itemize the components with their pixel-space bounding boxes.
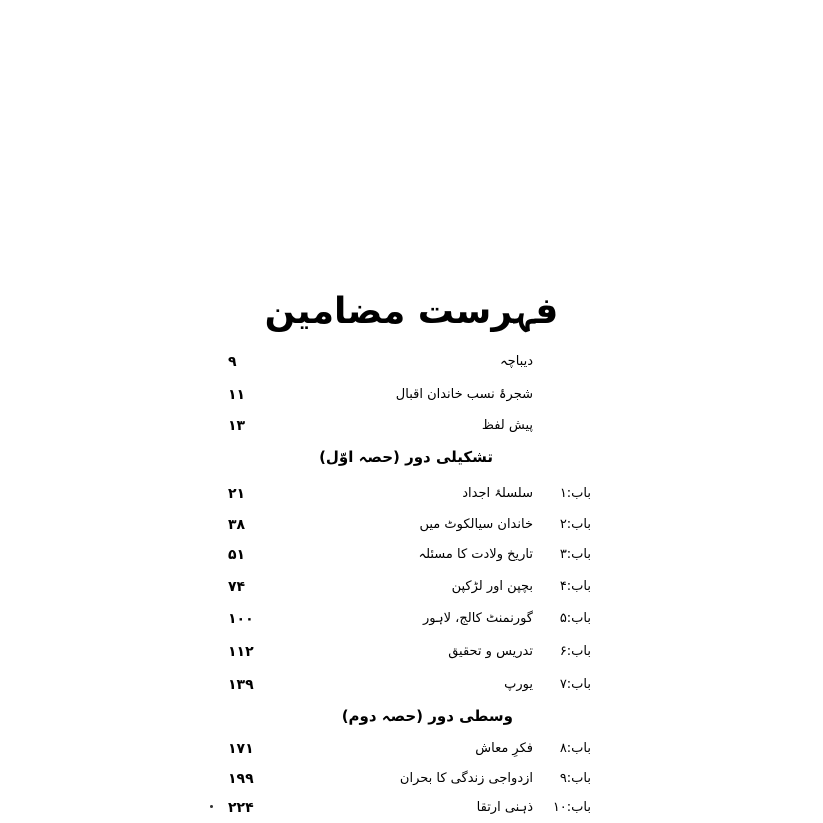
front-matter-row	[0, 382, 823, 408]
chapter-row	[0, 542, 823, 568]
page-number: ۱۱۲	[228, 644, 254, 660]
chapter-title: خاندان سیالکوٹ میں	[419, 517, 533, 532]
entry-title: دیباچہ	[500, 354, 533, 369]
chapter-label: باب:۱۰	[552, 800, 591, 815]
chapter-row	[0, 606, 823, 632]
chapter-row	[0, 736, 823, 762]
chapter-row	[0, 481, 823, 507]
chapter-label: باب:۱	[559, 486, 591, 501]
chapter-label: باب:۹	[559, 771, 591, 786]
page-number: ۹	[228, 354, 237, 370]
page-number: ۳۸	[228, 517, 246, 533]
chapter-label: باب:۴	[559, 579, 591, 594]
section-heading	[0, 702, 823, 730]
section-heading-text: تشکیلی دور (حصہ اوّل)	[319, 448, 493, 466]
page-number: ۱۱	[228, 387, 246, 403]
chapter-title: سلسلۂ اجداد	[462, 486, 533, 501]
page-number: ۵۱	[228, 547, 246, 563]
chapter-title: یورپ	[504, 677, 533, 692]
chapter-label: باب:۶	[559, 644, 591, 659]
page-number: ۱۰۰	[228, 611, 254, 627]
front-matter-row	[0, 349, 823, 375]
page-number: ۷۴	[228, 579, 246, 595]
page-number: ۱۳۹	[228, 677, 254, 693]
chapter-label: باب:۵	[559, 611, 591, 626]
page-number: ۲۱	[228, 486, 246, 502]
chapter-title: ذہنی ارتقا	[476, 800, 533, 815]
entry-title: پیش لفظ	[481, 418, 533, 433]
chapter-title: ازدواجی زندگی کا بحران	[399, 771, 533, 786]
chapter-title: بچپن اور لڑکپن	[451, 579, 533, 594]
page-title: فہرست مضامین	[264, 291, 559, 332]
section-heading	[0, 443, 823, 471]
chapter-row	[0, 639, 823, 665]
chapter-row	[0, 795, 823, 821]
page-number: ۱۷۱	[228, 741, 254, 757]
stray-mark	[210, 805, 213, 808]
front-matter-row	[0, 413, 823, 439]
chapter-title: فکرِ معاش	[475, 741, 533, 756]
page-number: ۲۲۴	[228, 800, 254, 816]
chapter-row	[0, 766, 823, 792]
entry-title: شجرۂ نسب خاندان اقبال	[395, 387, 533, 402]
chapter-title: تدریس و تحقیق	[448, 644, 533, 659]
section-heading-text: وسطی دور (حصہ دوم)	[341, 707, 513, 725]
chapter-label: باب:۲	[559, 517, 591, 532]
chapter-row	[0, 512, 823, 538]
page-number: ۱۹۹	[228, 771, 254, 787]
chapter-label: باب:۷	[559, 677, 591, 692]
chapter-row	[0, 672, 823, 698]
chapter-label: باب:۳	[559, 547, 591, 562]
chapter-title: گورنمنٹ کالج، لاہور	[423, 611, 533, 626]
chapter-title: تاریخ ولادت کا مسئلہ	[418, 547, 533, 562]
chapter-label: باب:۸	[559, 741, 591, 756]
chapter-row	[0, 574, 823, 600]
page-number: ۱۳	[228, 418, 246, 434]
